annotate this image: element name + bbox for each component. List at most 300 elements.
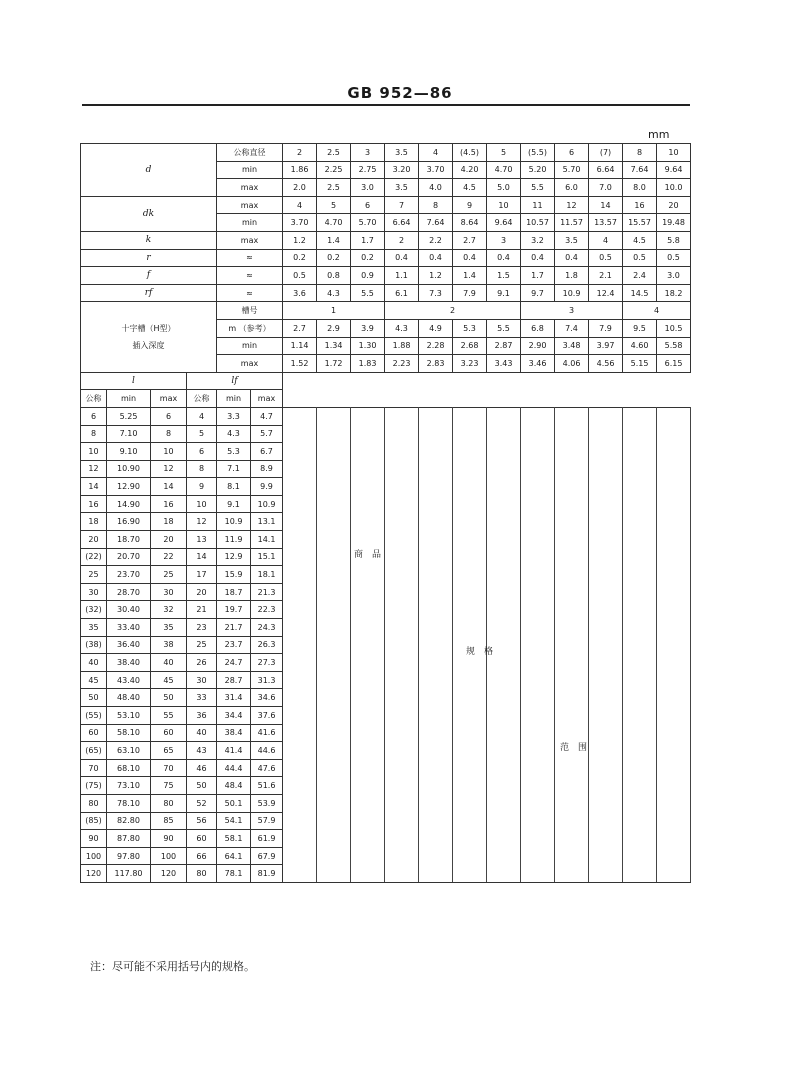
blank-cell — [283, 689, 317, 707]
value-cell: 5 — [487, 144, 521, 162]
length-cell: 10.90 — [107, 460, 151, 478]
length-cell: 36 — [187, 707, 217, 725]
table-row — [81, 196, 691, 214]
table-row — [81, 267, 691, 285]
value-cell: 14.5 — [623, 284, 657, 302]
length-cell: 47.6 — [251, 759, 283, 777]
blank-cell — [487, 830, 521, 848]
blank-cell — [487, 566, 521, 584]
value-cell: 4.70 — [487, 161, 521, 179]
value-cell: 18.2 — [657, 284, 691, 302]
blank-cell — [317, 460, 351, 478]
blank-cell — [453, 513, 487, 531]
blank-cell — [385, 460, 419, 478]
value-cell: 11 — [521, 196, 555, 214]
table-row — [81, 531, 691, 549]
table-row — [81, 144, 691, 162]
table-row — [81, 231, 691, 249]
blank-cell — [555, 830, 589, 848]
blank-cell — [317, 478, 351, 496]
recess-no-label: 槽号 — [217, 302, 283, 320]
unit-label: mm — [648, 128, 670, 141]
value-cell: 1.14 — [283, 337, 317, 355]
value-cell: 9.7 — [521, 284, 555, 302]
table-row — [81, 284, 691, 302]
blank-cell — [487, 707, 521, 725]
blank-cell — [385, 601, 419, 619]
blank-cell — [351, 601, 385, 619]
blank-cell — [555, 425, 589, 443]
value-cell: 4 — [283, 196, 317, 214]
blank-cell — [351, 478, 385, 496]
value-cell: 3 — [351, 144, 385, 162]
length-cell: 8 — [81, 425, 107, 443]
blank-cell — [657, 478, 691, 496]
blank-cell — [419, 742, 453, 760]
table-row — [81, 619, 691, 637]
min-label: min — [107, 390, 151, 408]
blank-cell — [453, 812, 487, 830]
blank-cell — [283, 847, 317, 865]
value-cell: 13.57 — [589, 214, 623, 232]
blank-cell — [419, 707, 453, 725]
blank-cell — [419, 619, 453, 637]
value-cell: 8.64 — [453, 214, 487, 232]
blank-cell — [351, 689, 385, 707]
length-cell: 8 — [187, 460, 217, 478]
value-cell: 3.97 — [589, 337, 623, 355]
table-row — [81, 566, 691, 584]
length-cell: 19.7 — [217, 601, 251, 619]
blank-cell — [589, 548, 623, 566]
value-cell: 2.23 — [385, 355, 419, 373]
blank-cell — [351, 495, 385, 513]
table-row — [81, 777, 691, 795]
length-cell: 70 — [81, 759, 107, 777]
blank-cell — [385, 794, 419, 812]
length-cell: 30 — [151, 583, 187, 601]
blank-cell — [589, 724, 623, 742]
blank-cell — [487, 847, 521, 865]
blank-cell — [385, 707, 419, 725]
value-cell: 6.0 — [555, 179, 589, 197]
blank-cell — [657, 601, 691, 619]
table-row — [81, 654, 691, 672]
value-cell: 2.83 — [419, 355, 453, 373]
length-cell: 13 — [187, 531, 217, 549]
min-label: min — [217, 390, 251, 408]
blank-cell — [657, 636, 691, 654]
value-cell: 0.2 — [317, 249, 351, 267]
length-cell: 35 — [151, 619, 187, 637]
value-cell: 2 — [385, 231, 419, 249]
length-cell: 22 — [151, 548, 187, 566]
length-cell: 27.3 — [251, 654, 283, 672]
blank-cell — [521, 794, 555, 812]
blank-cell — [521, 742, 555, 760]
range-mark-commodity: 商 品 — [354, 550, 382, 560]
value-cell: 0.4 — [385, 249, 419, 267]
length-cell: 18 — [151, 513, 187, 531]
blank-cell — [657, 671, 691, 689]
length-cell: 30 — [81, 583, 107, 601]
length-cell: (75) — [81, 777, 107, 795]
value-cell: 7.64 — [623, 161, 657, 179]
value-cell: 3.70 — [283, 214, 317, 232]
table-row — [81, 407, 691, 425]
blank-cell — [385, 654, 419, 672]
blank-cell — [317, 548, 351, 566]
insertion-depth: 插入深度 — [132, 341, 165, 351]
value-cell: 10.5 — [657, 319, 691, 337]
length-cell: 14.90 — [107, 495, 151, 513]
blank-cell — [351, 759, 385, 777]
length-cell: 18 — [81, 513, 107, 531]
length-cell: 15.9 — [217, 566, 251, 584]
value-cell: 0.5 — [283, 267, 317, 285]
blank-cell — [521, 513, 555, 531]
length-cell: (65) — [81, 742, 107, 760]
blank-cell — [419, 794, 453, 812]
blank-cell — [351, 619, 385, 637]
blank-cell — [317, 513, 351, 531]
value-cell: 2.7 — [453, 231, 487, 249]
blank-cell — [317, 636, 351, 654]
value-cell: 8.0 — [623, 179, 657, 197]
blank-cell — [555, 847, 589, 865]
table-row — [81, 478, 691, 496]
blank-cell — [453, 548, 487, 566]
blank-cell — [555, 671, 589, 689]
blank-cell — [521, 566, 555, 584]
blank-cell — [487, 777, 521, 795]
blank-cell — [317, 689, 351, 707]
table-row — [81, 583, 691, 601]
value-cell: 0.4 — [521, 249, 555, 267]
length-cell: 5 — [187, 425, 217, 443]
blank-cell — [623, 847, 657, 865]
value-cell: 1.88 — [385, 337, 419, 355]
blank-cell — [317, 759, 351, 777]
blank-cell — [657, 531, 691, 549]
value-cell: 4.3 — [317, 284, 351, 302]
length-cell: 53.10 — [107, 707, 151, 725]
blank-cell — [623, 777, 657, 795]
blank-cell — [351, 742, 385, 760]
symbol-k: k — [81, 231, 217, 249]
value-cell: 3.43 — [487, 355, 521, 373]
value-cell: 9.64 — [487, 214, 521, 232]
blank-cell — [351, 777, 385, 795]
standard-code: GB 952—86 — [347, 84, 453, 102]
cross-recess-type: 十字槽（H型） — [121, 324, 176, 334]
max-label: max — [217, 231, 283, 249]
blank-cell — [283, 548, 317, 566]
blank-cell — [351, 531, 385, 549]
blank-cell — [589, 443, 623, 461]
blank-cell — [487, 425, 521, 443]
value-cell: 10 — [487, 196, 521, 214]
length-cell: 34.4 — [217, 707, 251, 725]
blank-cell — [623, 830, 657, 848]
blank-cell — [351, 636, 385, 654]
table-row — [81, 724, 691, 742]
blank-cell — [589, 794, 623, 812]
blank-cell — [657, 777, 691, 795]
blank-cell — [283, 583, 317, 601]
blank-cell — [283, 566, 317, 584]
length-cell: 44.6 — [251, 742, 283, 760]
blank-cell — [657, 759, 691, 777]
blank-cell — [283, 478, 317, 496]
table-row — [81, 742, 691, 760]
value-cell: 0.4 — [453, 249, 487, 267]
length-cell: 14 — [187, 548, 217, 566]
value-cell: 1.2 — [419, 267, 453, 285]
blank-cell — [351, 865, 385, 883]
range-mark-range: 范 围 — [560, 743, 588, 753]
length-cell: 7.1 — [217, 460, 251, 478]
value-cell: 1.4 — [317, 231, 351, 249]
length-cell: 16 — [81, 495, 107, 513]
blank-cell — [589, 812, 623, 830]
value-cell: 2.5 — [317, 179, 351, 197]
blank-cell — [419, 513, 453, 531]
blank-cell — [419, 548, 453, 566]
length-cell: 31.3 — [251, 671, 283, 689]
blank-cell — [521, 531, 555, 549]
length-cell: 55 — [151, 707, 187, 725]
blank-cell — [385, 847, 419, 865]
blank-cell — [419, 601, 453, 619]
blank-cell — [351, 812, 385, 830]
blank-cell — [623, 548, 657, 566]
length-cell: 10.9 — [217, 513, 251, 531]
blank-cell — [555, 794, 589, 812]
value-cell: 7.64 — [419, 214, 453, 232]
blank-cell — [521, 443, 555, 461]
length-cell: 80 — [187, 865, 217, 883]
length-cell: 73.10 — [107, 777, 151, 795]
blank-cell — [385, 513, 419, 531]
blank-cell — [657, 689, 691, 707]
blank-cell — [623, 724, 657, 742]
blank-cell — [453, 460, 487, 478]
value-cell: 1.72 — [317, 355, 351, 373]
symbol-rf: rf — [81, 284, 217, 302]
blank-cell — [419, 812, 453, 830]
blank-cell — [453, 794, 487, 812]
table-row — [81, 636, 691, 654]
value-cell: 3.20 — [385, 161, 419, 179]
length-cell: 16.90 — [107, 513, 151, 531]
length-cell: 10.9 — [251, 495, 283, 513]
blank-cell — [283, 460, 317, 478]
blank-cell — [589, 847, 623, 865]
length-cell: 4 — [187, 407, 217, 425]
length-cell: (32) — [81, 601, 107, 619]
length-cell: 5.25 — [107, 407, 151, 425]
blank-cell — [657, 865, 691, 883]
blank-cell — [589, 531, 623, 549]
length-cell: 6.7 — [251, 443, 283, 461]
length-cell: 6 — [81, 407, 107, 425]
length-cell: 56 — [187, 812, 217, 830]
value-cell: 9.64 — [657, 161, 691, 179]
blank-cell — [623, 619, 657, 637]
blank-cell — [351, 425, 385, 443]
length-cell: 53.9 — [251, 794, 283, 812]
blank-cell — [657, 513, 691, 531]
length-cell: 64.1 — [217, 847, 251, 865]
length-cell: 9.9 — [251, 478, 283, 496]
value-cell: 0.4 — [555, 249, 589, 267]
blank-cell — [419, 689, 453, 707]
dimension-table — [80, 143, 691, 883]
approx-label: ≈ — [217, 249, 283, 267]
value-cell: 4.60 — [623, 337, 657, 355]
blank-cell — [419, 443, 453, 461]
blank-cell — [623, 513, 657, 531]
blank-cell — [385, 830, 419, 848]
length-cell: 51.6 — [251, 777, 283, 795]
blank-cell — [487, 513, 521, 531]
value-cell: 5.0 — [487, 179, 521, 197]
min-label: min — [217, 161, 283, 179]
approx-label: ≈ — [217, 267, 283, 285]
blank-cell — [283, 636, 317, 654]
value-cell: 10 — [657, 144, 691, 162]
value-cell: 6.64 — [589, 161, 623, 179]
blank-cell — [657, 812, 691, 830]
blank-cell — [317, 794, 351, 812]
blank-cell — [385, 443, 419, 461]
blank-cell — [555, 513, 589, 531]
value-cell: 4.5 — [623, 231, 657, 249]
blank-cell — [453, 407, 487, 425]
blank-cell — [623, 671, 657, 689]
blank-cell — [589, 759, 623, 777]
length-cell: 9.10 — [107, 443, 151, 461]
length-cell: 63.10 — [107, 742, 151, 760]
blank-cell — [419, 495, 453, 513]
blank-cell — [351, 847, 385, 865]
blank-cell — [521, 460, 555, 478]
blank-cell — [487, 689, 521, 707]
value-cell: 8 — [419, 196, 453, 214]
length-cell: 14 — [81, 478, 107, 496]
value-cell: 3.5 — [385, 144, 419, 162]
value-cell: 5.5 — [351, 284, 385, 302]
blank-cell — [657, 724, 691, 742]
table-row — [81, 249, 691, 267]
length-cell: 65 — [151, 742, 187, 760]
blank-cell — [623, 794, 657, 812]
length-cell: 28.7 — [217, 671, 251, 689]
blank-cell — [555, 654, 589, 672]
value-cell: 9 — [453, 196, 487, 214]
length-cell: 50 — [151, 689, 187, 707]
length-cell: 40 — [151, 654, 187, 672]
length-cell: 25 — [187, 636, 217, 654]
blank-cell — [555, 707, 589, 725]
blank-cell — [453, 619, 487, 637]
value-cell: 3.5 — [555, 231, 589, 249]
blank-cell — [385, 671, 419, 689]
recess-number: 3 — [521, 302, 623, 320]
blank-cell — [453, 689, 487, 707]
blank-cell — [283, 777, 317, 795]
blank-cell — [351, 671, 385, 689]
length-cell: 50 — [187, 777, 217, 795]
value-cell: 5.70 — [555, 161, 589, 179]
value-cell: 19.48 — [657, 214, 691, 232]
blank-cell — [283, 407, 317, 425]
value-cell: 2 — [283, 144, 317, 162]
value-cell: 4 — [419, 144, 453, 162]
symbol-d: d — [81, 144, 217, 197]
length-cell: 9 — [187, 478, 217, 496]
value-cell: 3.48 — [555, 337, 589, 355]
length-cell: 90 — [151, 830, 187, 848]
blank-cell — [351, 654, 385, 672]
blank-cell — [521, 847, 555, 865]
value-cell: 14 — [589, 196, 623, 214]
blank-cell — [419, 478, 453, 496]
length-cell: 38.4 — [217, 724, 251, 742]
blank-cell — [385, 689, 419, 707]
blank-cell — [419, 407, 453, 425]
blank-cell — [487, 724, 521, 742]
value-cell: 6.8 — [521, 319, 555, 337]
value-cell: 10.0 — [657, 179, 691, 197]
blank-cell — [623, 689, 657, 707]
length-cell: 21 — [187, 601, 217, 619]
length-cell: 60 — [187, 830, 217, 848]
table-row — [81, 425, 691, 443]
length-cell: 12 — [151, 460, 187, 478]
blank-cell — [589, 777, 623, 795]
value-cell: 2.2 — [419, 231, 453, 249]
blank-cell — [419, 777, 453, 795]
blank-cell — [453, 443, 487, 461]
value-cell: 6.1 — [385, 284, 419, 302]
blank-cell — [521, 865, 555, 883]
blank-cell — [521, 707, 555, 725]
blank-cell — [453, 425, 487, 443]
length-cell: 90 — [81, 830, 107, 848]
length-cell: 10 — [187, 495, 217, 513]
length-cell: 48.4 — [217, 777, 251, 795]
value-cell: 1.5 — [487, 267, 521, 285]
value-cell: 1.86 — [283, 161, 317, 179]
length-cell: 20 — [151, 531, 187, 549]
length-cell: 81.9 — [251, 865, 283, 883]
length-cell: 68.10 — [107, 759, 151, 777]
value-cell: 4.9 — [419, 319, 453, 337]
blank-cell — [521, 478, 555, 496]
length-cell: 44.4 — [217, 759, 251, 777]
blank-cell — [623, 425, 657, 443]
value-cell: 6.15 — [657, 355, 691, 373]
length-cell: 60 — [151, 724, 187, 742]
value-cell: 4.70 — [317, 214, 351, 232]
blank-cell — [419, 425, 453, 443]
length-cell: 12 — [187, 513, 217, 531]
blank-cell — [453, 742, 487, 760]
blank-cell — [623, 812, 657, 830]
m-ref-label: m （参考） — [217, 319, 283, 337]
